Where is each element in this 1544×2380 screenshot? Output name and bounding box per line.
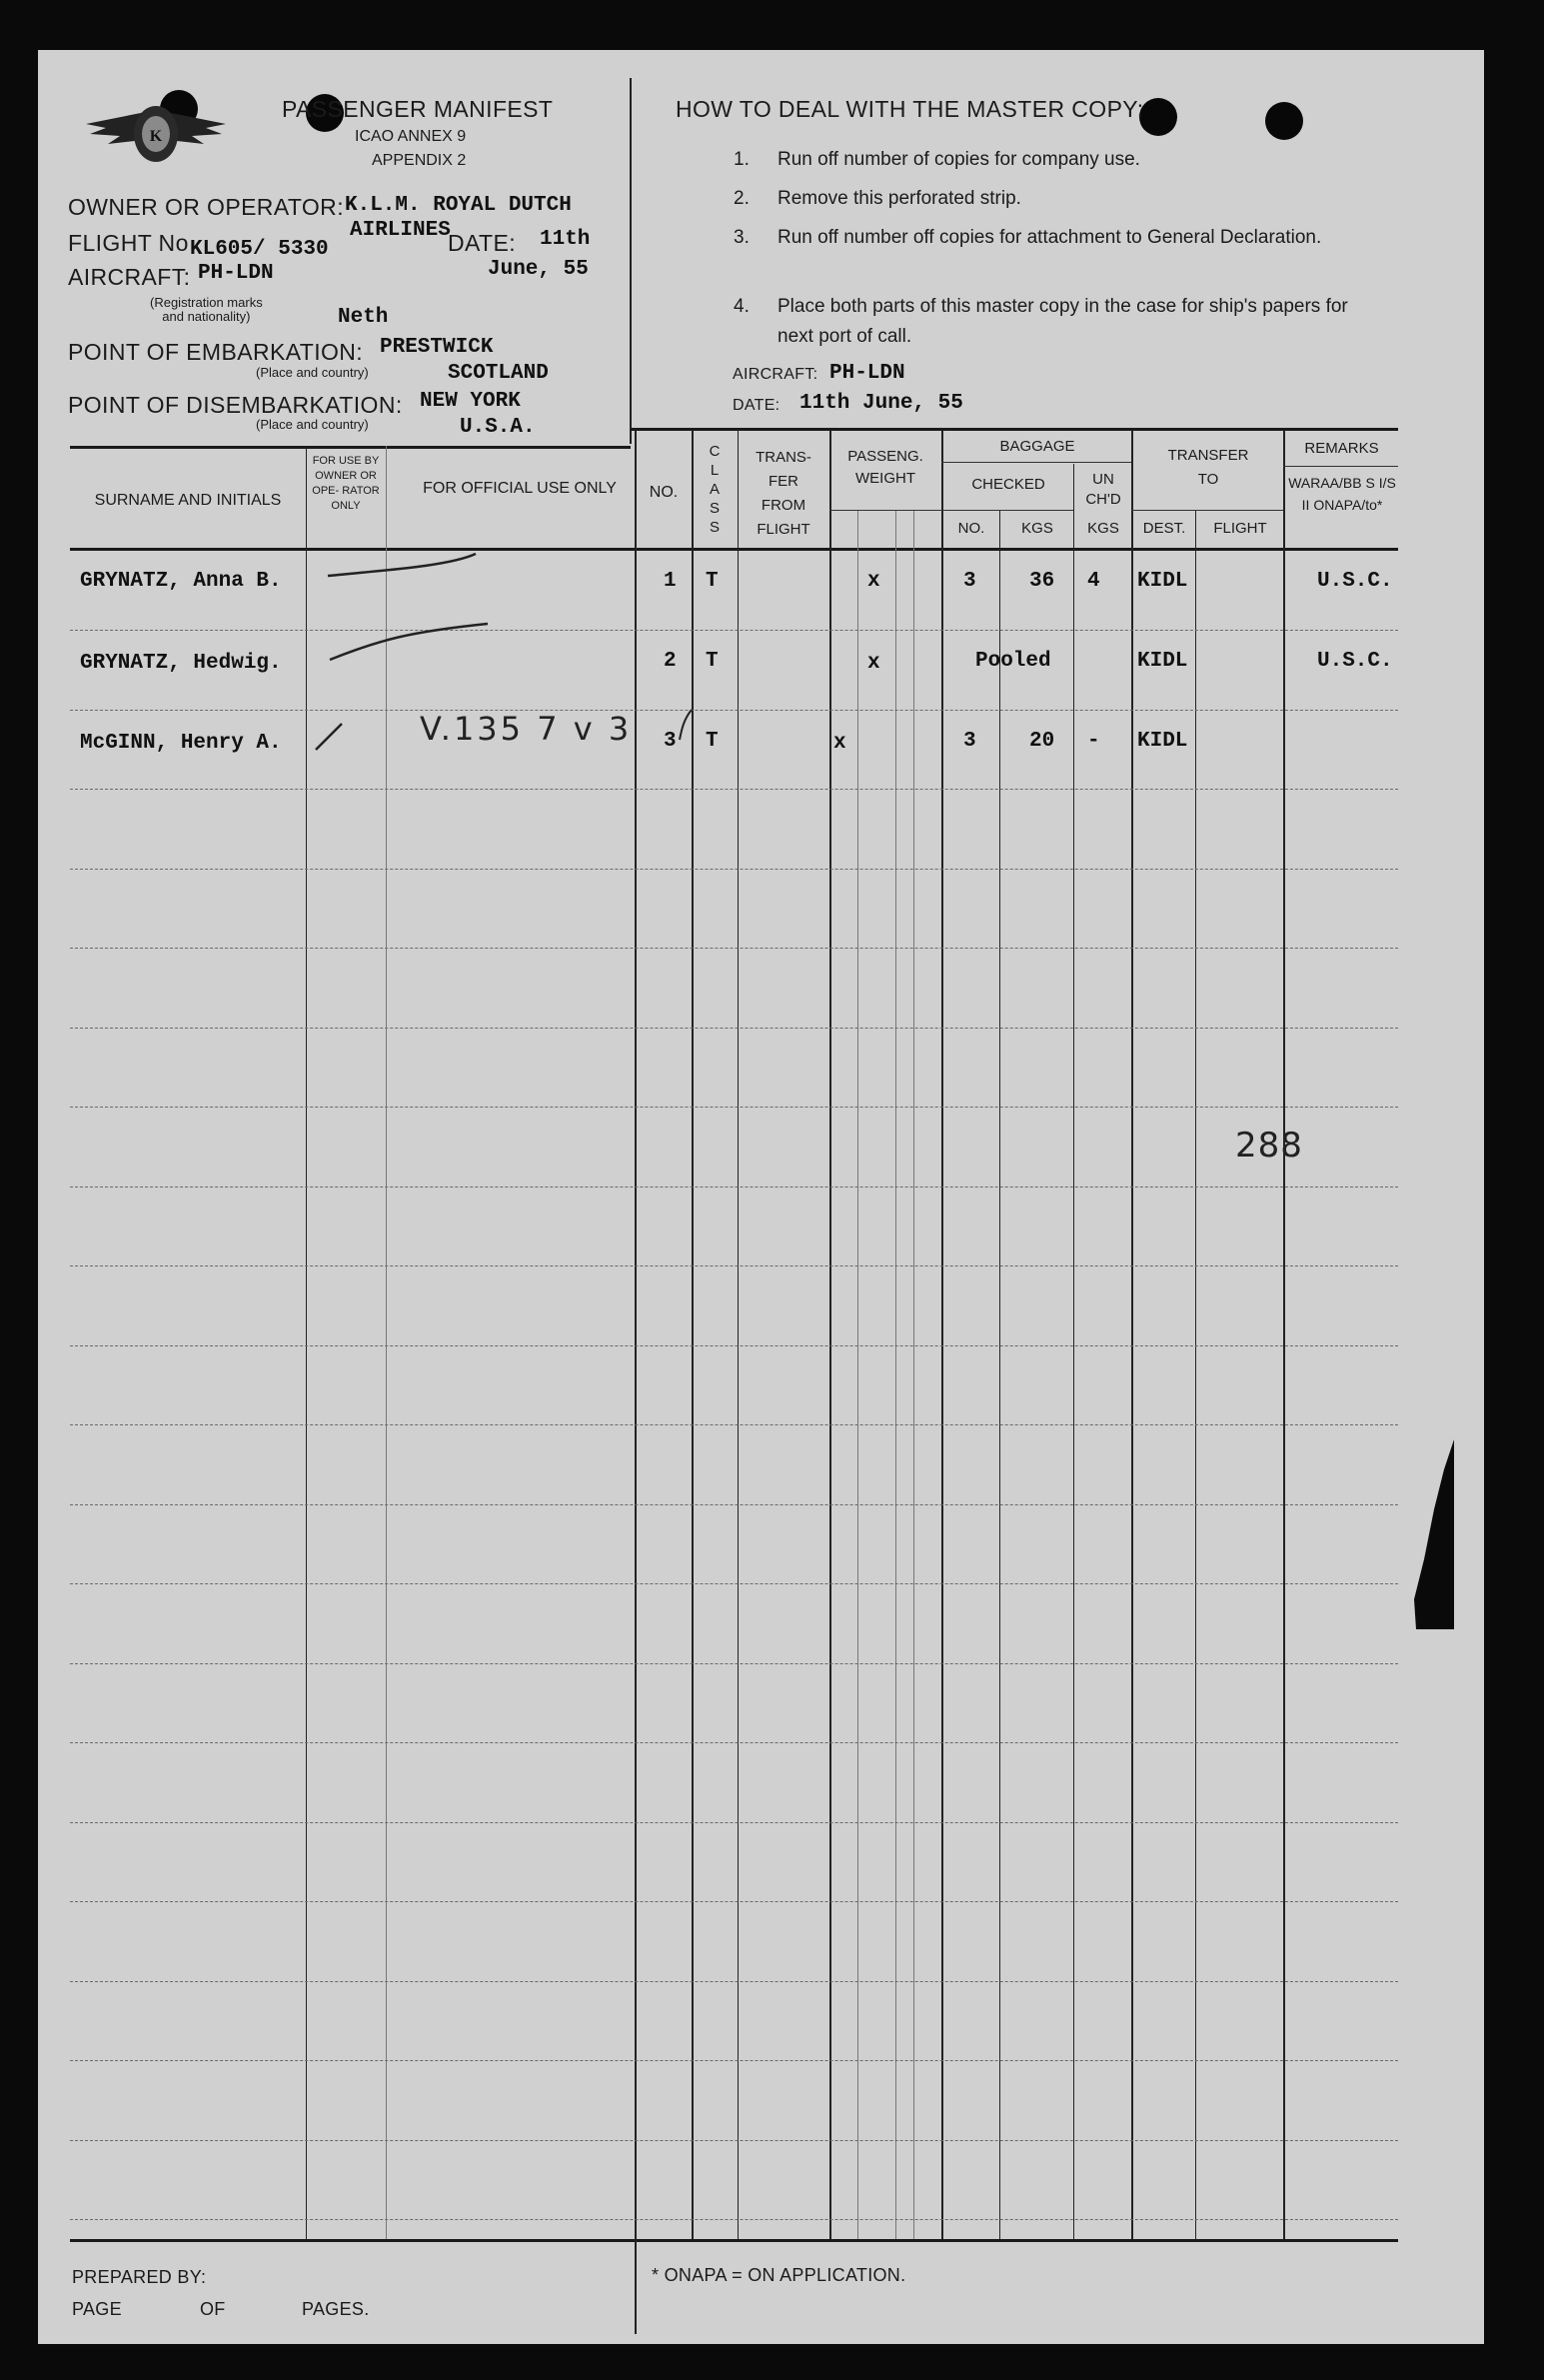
col-class: C L A S S	[709, 443, 721, 536]
row-3-no: 3	[664, 730, 677, 753]
col-official: FOR OFFICIAL USE ONLY	[423, 480, 617, 497]
owner-label: OWNER OR OPERATOR:	[68, 194, 344, 220]
row-guide-line	[70, 1187, 1398, 1188]
prepared-by: PREPARED BY:	[72, 2267, 207, 2287]
row-guide-line	[70, 1504, 1398, 1505]
col-remarks-sub: WARAA/BB S I/S II ONAPA/to*	[1288, 475, 1396, 513]
row-3-weight: x	[833, 732, 846, 755]
row-1-name: GRYNATZ, Anna B.	[80, 570, 282, 593]
row-guide-line	[70, 1742, 1398, 1743]
col-checked: CHECKED	[971, 476, 1045, 493]
col-line-unchd	[1073, 464, 1074, 2239]
row-guide-line	[70, 1822, 1398, 1823]
row-3-official-handwritten: V.135 7 v 3	[420, 710, 633, 748]
instructions-date-label: DATE:	[733, 397, 780, 414]
instructions-aircraft-value: PH-LDN	[829, 362, 905, 385]
row-1-dest: KIDL	[1137, 570, 1188, 593]
page-label: PAGE	[72, 2299, 122, 2319]
instructions-date-value: 11th June, 55	[799, 392, 963, 415]
owner-value: K.L.M. ROYAL DUTCH	[345, 194, 572, 217]
col-line-bag-kgs	[999, 510, 1000, 2239]
row-guide-line	[70, 1663, 1398, 1664]
remarks-sub-rule	[1283, 466, 1398, 467]
row-1-weight: x	[867, 570, 880, 593]
embark-note: (Place and country)	[256, 365, 369, 380]
col-transfer-from: TRANS- FER FROM FLIGHT	[756, 449, 811, 538]
torn-edge	[1404, 1439, 1454, 1629]
col-unchd: UN CH'D	[1085, 471, 1121, 508]
row-guide-line	[70, 1345, 1398, 1346]
col-line-weight-sub2	[895, 510, 896, 2239]
disembark-label: POINT OF DISEMBARKATION:	[68, 392, 403, 418]
row-guide-line	[70, 789, 1398, 790]
weight-sub-rule	[829, 510, 941, 511]
table-bottom-rule	[70, 2239, 1398, 2242]
instruction-4: 4. Place both parts of this master copy in the case for ship's papers for next port of call.	[734, 296, 1348, 347]
owner-value-2: AIRLINES	[350, 219, 451, 242]
row-1-bag-no: 3	[963, 570, 976, 593]
pages-label: PAGES.	[302, 2299, 370, 2319]
row-guide-line	[70, 1901, 1398, 1902]
row-guide-line	[70, 1424, 1398, 1425]
embark-label: POINT OF EMBARKATION:	[68, 339, 364, 365]
disembark-country: U.S.A.	[460, 416, 536, 439]
row-3-name: McGINN, Henry A.	[80, 732, 282, 755]
row-2-weight: x	[867, 652, 880, 675]
icao-annex: ICAO ANNEX 9	[355, 128, 467, 145]
row-3-class: T	[706, 730, 719, 753]
row-1-remarks: U.S.C.	[1317, 570, 1393, 593]
col-no: NO.	[649, 484, 679, 501]
aircraft-label: AIRCRAFT:	[68, 264, 191, 290]
row-guide-line	[70, 1028, 1398, 1029]
embark-value: PRESTWICK	[380, 336, 494, 359]
row-2-pooled: Pooled	[975, 650, 1051, 673]
row-2-name: GRYNATZ, Hedwig.	[80, 652, 282, 675]
checked-sub-rule	[941, 510, 1073, 511]
disembark-value: NEW YORK	[420, 390, 521, 413]
col-bag-no: NO.	[957, 520, 985, 537]
nationality-value: Neth	[338, 306, 389, 329]
row-2-class: T	[706, 650, 719, 673]
transfer-sub-rule	[1131, 510, 1283, 511]
row-2-remarks: U.S.C.	[1317, 650, 1393, 673]
col-owner-use: FOR USE BY OWNER OR OPE- RATOR ONLY	[312, 455, 380, 512]
row-guide-line	[70, 2060, 1398, 2061]
row-3-bag-kgs: 20	[1029, 730, 1055, 753]
col-line-remarks	[1283, 430, 1285, 2239]
appendix: APPENDIX 2	[372, 152, 467, 169]
row-guide-line	[70, 1583, 1398, 1584]
col-bag-kgs: KGS	[1021, 520, 1053, 537]
row-3-bag-no: 3	[963, 730, 976, 753]
instructions-title: HOW TO DEAL WITH THE MASTER COPY:	[676, 96, 1144, 122]
embark-country: SCOTLAND	[448, 362, 549, 385]
row-guide-line	[70, 869, 1398, 870]
row-guide-line	[70, 710, 1398, 711]
row-1-class: T	[706, 570, 719, 593]
col-line-weight-sub1	[857, 510, 858, 2239]
col-line-baggage	[941, 430, 943, 2239]
header-divider	[630, 78, 632, 444]
onapa-note: * ONAPA = ON APPLICATION.	[652, 2265, 906, 2285]
col-unchd-kgs: KGS	[1087, 520, 1119, 537]
baggage-sub-rule	[941, 462, 1131, 463]
row-guide-line	[70, 1107, 1398, 1108]
col-dest: DEST.	[1142, 520, 1186, 537]
instruction-3: 3. Run off number off copies for attachment to General Declaration.	[734, 227, 1322, 248]
col-flight: FLIGHT	[1213, 520, 1267, 537]
punch-hole-right-a	[1139, 98, 1177, 136]
row-guide-line	[70, 1265, 1398, 1266]
col-surname: SURNAME AND INITIALS	[94, 492, 282, 509]
row-2-no: 2	[664, 650, 677, 673]
col-line-weight-sub3	[913, 510, 914, 2239]
instructions-aircraft-label: AIRCRAFT:	[733, 366, 818, 383]
row-1-no: 1	[664, 570, 677, 593]
date-value: 11th	[540, 228, 591, 251]
row-guide-line	[70, 2140, 1398, 2141]
col-baggage: BAGGAGE	[999, 438, 1075, 455]
row-guide-line	[70, 1981, 1398, 1982]
column-header-bottom-rule	[70, 548, 1398, 551]
of-label: OF	[200, 2299, 226, 2319]
row-1-bag-kgs: 36	[1029, 570, 1055, 593]
col-transfer-to: TRANSFER TO	[1167, 447, 1249, 488]
instruction-1: 1. Run off number of copies for company use.	[734, 149, 1140, 170]
row-3-dest: KIDL	[1137, 730, 1188, 753]
date-value-2: June, 55	[488, 258, 589, 281]
registration-note: (Registration marks and nationality)	[150, 295, 263, 324]
col-line-transfer	[738, 430, 739, 2239]
page-number-handwritten: 288	[1235, 1126, 1303, 1166]
disembark-note: (Place and country)	[256, 417, 369, 432]
manifest-title: PASSENGER MANIFEST	[282, 96, 554, 122]
date-label: DATE:	[448, 230, 517, 256]
row-3-unchd: -	[1087, 730, 1100, 753]
col-line-transfer-to	[1131, 430, 1133, 2239]
flight-value: KL605/ 5330	[190, 238, 329, 261]
col-line-weight	[829, 430, 831, 2239]
klm-winged-logo	[86, 88, 226, 168]
instruction-2: 2. Remove this perforated strip.	[734, 188, 1021, 209]
row-guide-line	[70, 630, 1398, 631]
header-bottom-left-rule	[70, 446, 631, 449]
col-line-flight	[1195, 510, 1196, 2239]
aircraft-value: PH-LDN	[198, 262, 274, 285]
col-remarks: REMARKS	[1304, 440, 1379, 457]
svg-text:K: K	[149, 128, 163, 145]
col-weight: PASSENG. WEIGHT	[847, 448, 923, 487]
punch-hole-right-b	[1265, 102, 1303, 140]
row-2-dest: KIDL	[1137, 650, 1188, 673]
row-1-unchd: 4	[1087, 570, 1100, 593]
pen-strokes	[300, 540, 720, 760]
flight-label: FLIGHT No	[68, 230, 189, 256]
row-guide-line	[70, 2219, 1398, 2220]
row-guide-line	[70, 948, 1398, 949]
